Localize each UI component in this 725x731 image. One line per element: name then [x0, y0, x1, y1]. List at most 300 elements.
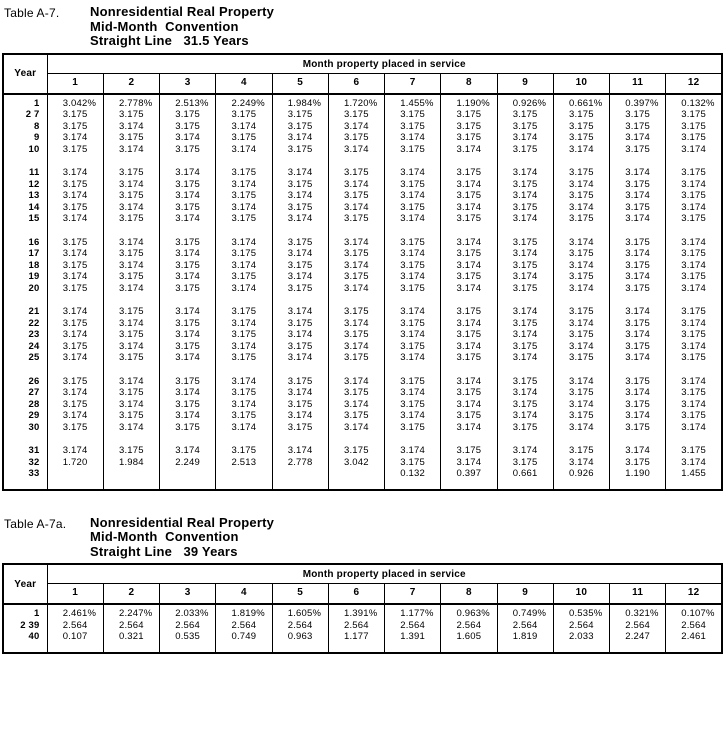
value-cell: 2.513% [160, 98, 216, 110]
value-cell: 1.984% [272, 98, 328, 110]
value-cell: 3.174 [160, 213, 216, 225]
value-cell: 3.174 [666, 457, 722, 469]
value-cell: 3.175 [553, 213, 609, 225]
value-cell: 2.461% [47, 608, 103, 620]
grid-gap-cell [497, 364, 553, 376]
value-cell: 3.174 [103, 422, 159, 434]
value-cell: 3.175 [666, 213, 722, 225]
table-row [3, 608, 722, 620]
value-cell: 3.175 [553, 329, 609, 341]
value-cell: 3.174 [160, 167, 216, 179]
table-row [3, 468, 722, 480]
grid-gap-cell [328, 480, 384, 490]
value-cell: 3.174 [610, 248, 666, 260]
table-a7-grid [2, 53, 723, 491]
value-cell: 3.175 [666, 271, 722, 283]
value-cell: 3.174 [216, 260, 272, 272]
grid-gap-cell [666, 364, 722, 376]
grid-gap-cell [160, 433, 216, 445]
grid-gap-cell [160, 643, 216, 653]
value-cell: 3.174 [272, 271, 328, 283]
value-cell: 3.175 [160, 283, 216, 295]
value-cell: 2.564 [47, 620, 103, 632]
value-cell: 3.174 [441, 179, 497, 191]
value-cell: 3.175 [497, 341, 553, 353]
value-cell: 3.175 [103, 410, 159, 422]
value-cell: 2.247 [610, 631, 666, 643]
value-cell: 3.174 [47, 271, 103, 283]
header-row-2 [3, 584, 722, 605]
value-cell: 0.535% [553, 608, 609, 620]
value-cell: 3.175 [103, 190, 159, 202]
value-cell: 3.175 [666, 387, 722, 399]
value-cell [272, 468, 328, 480]
month-span-header: Month property placed in service [47, 54, 722, 74]
value-cell: 3.174 [385, 306, 441, 318]
grid-gap-cell [553, 294, 609, 306]
table-row [3, 422, 722, 434]
table-row [3, 318, 722, 330]
grid-gap-cell [385, 225, 441, 237]
year-cell: 31 [3, 445, 47, 457]
table-header [3, 564, 722, 604]
grid-gap-cell [666, 225, 722, 237]
value-cell: 3.174 [47, 132, 103, 144]
month-number-header: 4 [216, 73, 272, 94]
year-cell: 32 [3, 457, 47, 469]
value-cell: 3.175 [497, 109, 553, 121]
grid-gap-cell [385, 364, 441, 376]
value-cell: 3.175 [272, 283, 328, 295]
value-cell: 1.391% [328, 608, 384, 620]
value-cell: 3.175 [47, 399, 103, 411]
value-cell: 3.174 [47, 213, 103, 225]
value-cell: 3.174 [272, 445, 328, 457]
table-a7-section [2, 5, 723, 491]
year-cell: 16 [3, 237, 47, 249]
value-cell: 3.175 [666, 121, 722, 133]
grid-gap-cell [47, 225, 103, 237]
value-cell: 3.174 [497, 387, 553, 399]
value-cell: 3.175 [328, 109, 384, 121]
table-a7-title-line-2: Mid-Month Convention [90, 18, 239, 34]
table-row [3, 352, 722, 364]
value-cell: 2.033% [160, 608, 216, 620]
value-cell: 2.249% [216, 98, 272, 110]
value-cell: 3.174 [610, 190, 666, 202]
value-cell: 0.321% [610, 608, 666, 620]
value-cell: 3.174 [328, 237, 384, 249]
month-number-header: 9 [497, 584, 553, 605]
value-cell: 3.174 [216, 341, 272, 353]
value-cell: 3.175 [160, 318, 216, 330]
percent-value: 0.963 [456, 608, 482, 619]
value-cell: 3.174 [610, 271, 666, 283]
value-cell: 0.107 [47, 631, 103, 643]
value-cell: 3.175 [216, 329, 272, 341]
value-cell: 3.175 [216, 410, 272, 422]
percent-value: 1.177 [400, 608, 426, 619]
value-cell: 3.175 [385, 422, 441, 434]
value-cell: 3.174 [553, 237, 609, 249]
table-a7a-grid [2, 563, 723, 654]
grid-gap-cell [328, 643, 384, 653]
value-cell: 3.175 [385, 341, 441, 353]
percent-value: 0.132 [681, 97, 707, 109]
value-cell: 3.175 [441, 306, 497, 318]
value-cell: 3.175 [610, 260, 666, 272]
grid-gap-cell [441, 480, 497, 490]
value-cell: 3.175 [328, 167, 384, 179]
value-cell: 3.174 [328, 260, 384, 272]
value-cell: 3.175 [553, 306, 609, 318]
table-header [3, 54, 722, 94]
year-cell: 25 [3, 352, 47, 364]
value-cell: 0.749 [216, 631, 272, 643]
value-cell: 3.174 [47, 410, 103, 422]
table-a7a-title-line-2: Mid-Month Convention [90, 529, 239, 544]
grid-gap-cell [47, 364, 103, 376]
year-cell: 19 [3, 271, 47, 283]
table-row [3, 121, 722, 133]
percent-value: 0.107 [681, 608, 707, 619]
grid-gap-cell [328, 155, 384, 167]
value-cell: 0.661 [497, 468, 553, 480]
value-cell: 3.175 [160, 121, 216, 133]
value-cell: 3.175 [160, 399, 216, 411]
value-cell: 3.175 [666, 329, 722, 341]
grid-gap-cell [441, 225, 497, 237]
value-cell: 3.174 [328, 422, 384, 434]
value-cell: 3.174 [385, 132, 441, 144]
table-row [3, 237, 722, 249]
value-cell: 2.564 [441, 620, 497, 632]
value-cell: 3.175 [385, 144, 441, 156]
value-cell: 3.175 [610, 109, 666, 121]
value-cell: 0.963% [441, 608, 497, 620]
percent-value: 2.247 [118, 608, 144, 619]
month-number-header: 2 [103, 73, 159, 94]
grid-gap-cell [385, 433, 441, 445]
table-body [3, 604, 722, 653]
percent-value: 0.397 [625, 97, 651, 109]
depreciation-table [2, 53, 723, 491]
grid-gap-row [3, 433, 722, 445]
value-cell: 1.819 [497, 631, 553, 643]
value-cell: 3.175 [610, 341, 666, 353]
year-header: Year [3, 564, 47, 604]
value-cell: 3.174 [553, 179, 609, 191]
value-cell: 3.174 [103, 283, 159, 295]
percent-value: 3.042 [62, 97, 88, 109]
value-cell: 3.174 [272, 306, 328, 318]
table-a7a-title-line-1: Nonresidential Real Property [90, 514, 275, 530]
value-cell: 3.174 [666, 341, 722, 353]
year-cell: 12 [3, 179, 47, 191]
value-cell: 3.175 [610, 179, 666, 191]
value-cell: 2.778% [103, 98, 159, 110]
year-cell: 21 [3, 306, 47, 318]
value-cell: 3.174 [441, 202, 497, 214]
table-row [3, 144, 722, 156]
table-a7-title-line-1: Nonresidential Real Property [90, 4, 275, 19]
value-cell: 3.174 [610, 213, 666, 225]
value-cell [216, 468, 272, 480]
value-cell: 3.174 [441, 260, 497, 272]
grid-gap-cell [610, 364, 666, 376]
value-cell: 1.605% [272, 608, 328, 620]
table-row [3, 109, 722, 121]
grid-gap-cell [553, 364, 609, 376]
month-span-header: Month property placed in service [47, 564, 722, 584]
grid-gap-cell [385, 480, 441, 490]
month-number-header: 1 [47, 73, 103, 94]
table-row [3, 341, 722, 353]
grid-gap-cell [47, 155, 103, 167]
header-row-1 [3, 54, 722, 74]
grid-gap-cell [216, 364, 272, 376]
grid-gap-cell [328, 225, 384, 237]
value-cell: 3.042 [328, 457, 384, 469]
value-cell: 3.175 [216, 190, 272, 202]
table-row [3, 132, 722, 144]
value-cell: 3.175 [666, 190, 722, 202]
value-cell: 3.174 [328, 376, 384, 388]
grid-gap-cell [272, 225, 328, 237]
value-cell: 3.174 [103, 341, 159, 353]
value-cell: 3.175 [553, 167, 609, 179]
value-cell: 3.175 [216, 248, 272, 260]
value-cell: 3.174 [610, 387, 666, 399]
value-cell: 3.175 [328, 445, 384, 457]
month-number-header: 5 [272, 73, 328, 94]
year-cell: 40 [3, 631, 47, 643]
value-cell: 3.175 [272, 422, 328, 434]
table-a7-title-line-3: Straight Line 31.5 Years [90, 33, 249, 48]
value-cell: 3.174 [497, 213, 553, 225]
value-cell: 3.174 [103, 121, 159, 133]
table-row [3, 283, 722, 295]
month-number-header: 6 [328, 584, 384, 605]
table-row [3, 399, 722, 411]
value-cell: 3.174 [610, 329, 666, 341]
grid-gap-cell [610, 225, 666, 237]
value-cell: 3.174 [272, 213, 328, 225]
table-a7-title-lines [90, 5, 274, 49]
value-cell: 3.175 [272, 341, 328, 353]
value-cell: 3.174 [47, 306, 103, 318]
grid-gap-cell [3, 643, 47, 653]
value-cell: 3.175 [47, 109, 103, 121]
grid-gap-row [3, 225, 722, 237]
month-number-header: 12 [666, 584, 722, 605]
year-cell: 2 7 [3, 109, 47, 121]
grid-gap-cell [47, 294, 103, 306]
grid-gap-cell [553, 480, 609, 490]
grid-gap-cell [553, 433, 609, 445]
value-cell: 3.175 [666, 248, 722, 260]
grid-gap-row [3, 155, 722, 167]
grid-gap-cell [160, 364, 216, 376]
value-cell: 3.175 [103, 167, 159, 179]
month-number-header: 1 [47, 584, 103, 605]
value-cell: 3.175 [497, 457, 553, 469]
grid-gap-cell [103, 643, 159, 653]
value-cell: 3.175 [610, 318, 666, 330]
value-cell: 3.174 [103, 260, 159, 272]
year-header: Year [3, 54, 47, 94]
percent-value: 1.819 [231, 608, 257, 619]
month-number-header: 9 [497, 73, 553, 94]
value-cell: 3.175 [216, 213, 272, 225]
value-cell: 0.107% [666, 608, 722, 620]
grid-gap-cell [216, 480, 272, 490]
value-cell: 3.175 [272, 202, 328, 214]
value-cell: 1.190% [441, 98, 497, 110]
value-cell: 3.175 [216, 167, 272, 179]
grid-gap-cell [272, 294, 328, 306]
value-cell: 3.175 [103, 329, 159, 341]
grid-gap-cell [666, 433, 722, 445]
value-cell: 3.175 [216, 132, 272, 144]
percent-value: 1.190 [456, 97, 482, 109]
grid-gap-cell [328, 364, 384, 376]
value-cell: 3.175 [553, 445, 609, 457]
value-cell: 3.174 [666, 179, 722, 191]
year-cell: 8 [3, 121, 47, 133]
table-a7a-title-line-3: Straight Line 39 Years [90, 543, 238, 559]
grid-gap-cell [328, 294, 384, 306]
grid-gap-cell [216, 225, 272, 237]
value-cell: 3.175 [47, 202, 103, 214]
year-cell: 13 [3, 190, 47, 202]
value-cell: 0.321 [103, 631, 159, 643]
month-number-header: 11 [610, 73, 666, 94]
grid-gap-cell [103, 155, 159, 167]
grid-gap-row [3, 480, 722, 490]
value-cell: 3.175 [497, 318, 553, 330]
value-cell: 3.174 [441, 376, 497, 388]
grid-gap-cell [497, 225, 553, 237]
value-cell: 3.175 [272, 121, 328, 133]
grid-gap-cell [497, 643, 553, 653]
table-a7a-label: Table A-7a. [4, 516, 67, 531]
value-cell: 3.174 [216, 179, 272, 191]
table-row [3, 190, 722, 202]
value-cell: 3.175 [47, 341, 103, 353]
value-cell: 3.174 [666, 399, 722, 411]
value-cell: 3.175 [216, 306, 272, 318]
value-cell: 3.175 [47, 376, 103, 388]
grid-gap-cell [666, 480, 722, 490]
value-cell: 3.174 [103, 237, 159, 249]
value-cell: 3.174 [47, 445, 103, 457]
value-cell: 3.174 [385, 387, 441, 399]
grid-gap-cell [103, 480, 159, 490]
percent-value: 1.605 [287, 608, 313, 619]
value-cell: 3.175 [103, 306, 159, 318]
value-cell: 3.174 [666, 318, 722, 330]
value-cell: 3.175 [272, 399, 328, 411]
grid-gap-row [3, 294, 722, 306]
table-row [3, 98, 722, 110]
table-body [3, 94, 722, 490]
value-cell: 3.174 [441, 341, 497, 353]
value-cell: 3.175 [272, 144, 328, 156]
year-cell: 23 [3, 329, 47, 341]
value-cell: 3.174 [216, 422, 272, 434]
value-cell: 3.175 [553, 132, 609, 144]
value-cell: 3.175 [272, 376, 328, 388]
value-cell: 3.175 [610, 121, 666, 133]
table-row [3, 248, 722, 260]
value-cell: 3.175 [497, 237, 553, 249]
value-cell: 3.175 [328, 410, 384, 422]
value-cell: 3.175 [385, 121, 441, 133]
value-cell: 3.174 [216, 399, 272, 411]
value-cell: 3.174 [103, 144, 159, 156]
value-cell: 3.175 [497, 121, 553, 133]
grid-gap-cell [272, 433, 328, 445]
value-cell: 3.175 [497, 144, 553, 156]
grid-gap-cell [272, 643, 328, 653]
value-cell [47, 468, 103, 480]
grid-gap-cell [610, 155, 666, 167]
value-cell: 3.175 [553, 352, 609, 364]
value-cell: 3.174 [385, 445, 441, 457]
value-cell: 0.926 [553, 468, 609, 480]
month-number-header: 3 [160, 584, 216, 605]
value-cell: 3.174 [441, 237, 497, 249]
value-cell: 3.175 [216, 445, 272, 457]
value-cell [328, 468, 384, 480]
year-cell: 20 [3, 283, 47, 295]
grid-gap-cell [103, 364, 159, 376]
value-cell: 3.174 [47, 190, 103, 202]
value-cell: 3.175 [497, 179, 553, 191]
value-cell: 3.175 [160, 179, 216, 191]
value-cell: 3.175 [103, 213, 159, 225]
grid-gap-cell [497, 155, 553, 167]
value-cell: 2.564 [553, 620, 609, 632]
value-cell: 0.661% [553, 98, 609, 110]
value-cell: 3.174 [216, 121, 272, 133]
value-cell: 0.132% [666, 98, 722, 110]
value-cell: 3.174 [610, 167, 666, 179]
value-cell: 3.175 [160, 422, 216, 434]
table-row [3, 376, 722, 388]
value-cell: 3.174 [385, 248, 441, 260]
table-a7a-title [4, 516, 723, 560]
value-cell: 3.174 [328, 179, 384, 191]
value-cell: 0.397 [441, 468, 497, 480]
year-cell: 1 [3, 98, 47, 110]
value-cell: 3.175 [666, 410, 722, 422]
value-cell: 3.175 [441, 329, 497, 341]
value-cell: 3.174 [385, 213, 441, 225]
value-cell: 3.174 [103, 376, 159, 388]
value-cell: 3.174 [47, 167, 103, 179]
grid-gap-cell [3, 480, 47, 490]
value-cell: 3.175 [328, 132, 384, 144]
value-cell: 3.174 [272, 190, 328, 202]
value-cell: 1.391 [385, 631, 441, 643]
grid-gap-cell [103, 225, 159, 237]
grid-gap-cell [553, 225, 609, 237]
value-cell: 3.174 [385, 167, 441, 179]
value-cell: 2.564 [272, 620, 328, 632]
value-cell: 3.174 [216, 376, 272, 388]
